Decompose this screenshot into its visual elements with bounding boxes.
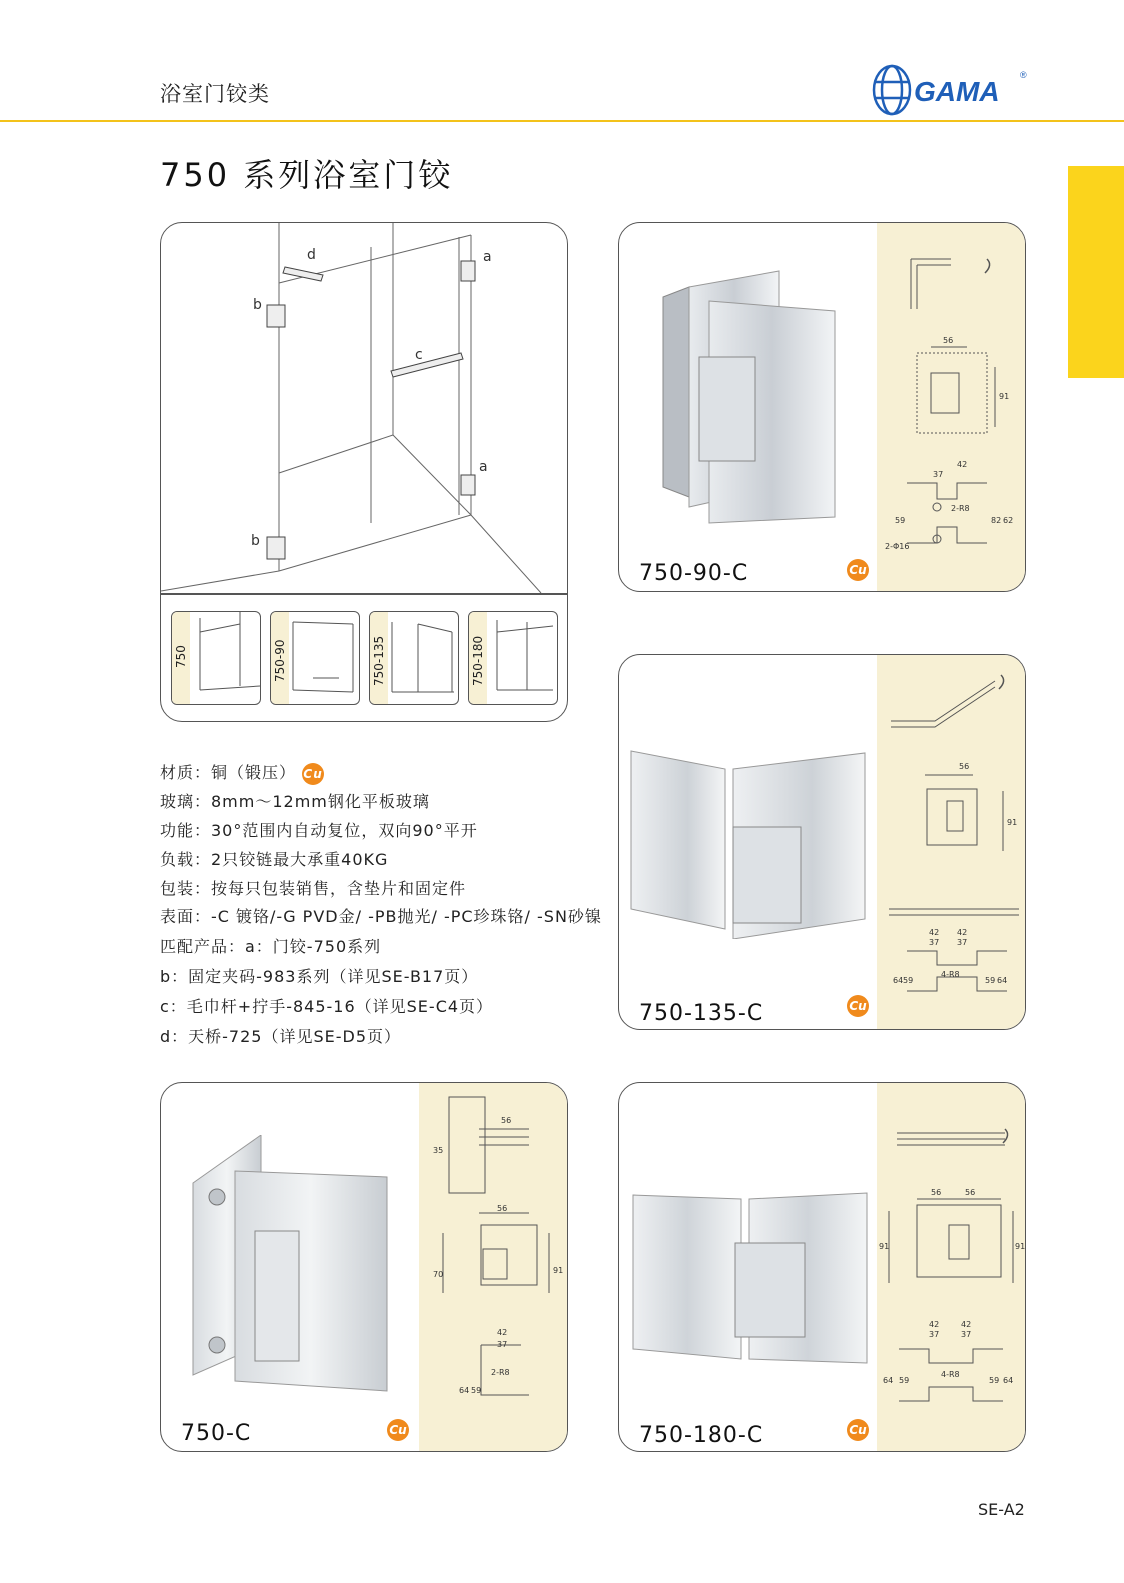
svg-text:64: 64 [997,976,1008,985]
dimension-drawing [877,1083,1025,1451]
technical-drawing-panel [419,1083,567,1451]
svg-text:82: 82 [991,516,1002,525]
svg-text:59: 59 [903,976,914,985]
spec-finish: 表面：-C 镀铬/-G PVD金/ -PB抛光/ -PC珍珠铬/ -SN砂镍 [160,907,602,926]
spec-material: 材质：铜（锻压） Cu [160,760,324,785]
product-card-750-135-c [618,654,1026,1030]
copper-badge: Cu [847,559,869,581]
copper-badge: Cu [387,1419,409,1441]
svg-text:c: c [415,347,423,363]
product-card-750-180-c [618,1082,1026,1452]
model-label: 750-90-C [639,561,749,586]
dimension-drawing [877,223,1025,591]
svg-text:35: 35 [433,1146,444,1155]
product-card-750-90-c [618,222,1026,592]
copper-badge: Cu [847,995,869,1017]
technical-drawing-panel [877,1083,1025,1451]
svg-text:56: 56 [497,1204,508,1213]
svg-text:64: 64 [883,1376,894,1385]
svg-text:59: 59 [471,1386,482,1395]
spec-glass: 玻璃：8mm～12mm钢化平板玻璃 [160,792,430,811]
spec-function: 功能：30°范围内自动复位，双向90°平开 [160,821,478,840]
clamp-b-bottom [267,537,285,559]
spec-packing: 包装：按每只包装销售，含垫片和固定件 [160,879,467,898]
svg-text:91: 91 [879,1242,890,1251]
hinge-a-top [461,261,475,281]
svg-text:59: 59 [985,976,996,985]
svg-text:64: 64 [459,1386,470,1395]
svg-text:42: 42 [957,928,968,937]
svg-text:42: 42 [957,460,968,469]
svg-text:59: 59 [895,516,906,525]
installation-scene-card [160,222,568,722]
hinge-photo-750-90-c [659,267,839,537]
svg-text:37: 37 [961,1330,972,1339]
header-divider [0,120,1124,122]
svg-text:2-R8: 2-R8 [951,504,970,513]
svg-text:a: a [483,249,492,265]
svg-text:37: 37 [929,938,940,947]
spec-match-a: 匹配产品：a：门铰-750系列 [160,937,382,956]
header-bar-d [283,267,323,281]
thumbnail-750-90[interactable]: 750-90 [270,611,360,705]
svg-text:2-Φ16: 2-Φ16 [885,542,910,551]
svg-text:70: 70 [433,1270,444,1279]
svg-text:b: b [251,533,260,549]
svg-text:59: 59 [989,1376,1000,1385]
svg-text:d: d [307,247,316,263]
svg-text:37: 37 [929,1330,940,1339]
svg-text:b: b [253,297,262,313]
spec-match-c: c：毛巾杆+拧手-845-16（详见SE-C4页） [160,997,494,1016]
spec-match-b: b：固定夹码-983系列（详见SE-B17页） [160,967,479,986]
svg-text:42: 42 [961,1320,972,1329]
technical-drawing-panel [877,223,1025,591]
svg-text:91: 91 [553,1266,564,1275]
svg-text:91: 91 [1007,818,1018,827]
spec-load: 负载：2只铰链最大承重40KG [160,850,389,869]
shower-enclosure-drawing [161,223,567,593]
thumbnail-750-180[interactable]: 750-180 [468,611,558,705]
towel-bar-c [391,353,463,377]
svg-text:37: 37 [497,1340,508,1349]
page-number: SE-A2 [978,1500,1025,1519]
svg-text:56: 56 [943,336,954,345]
clamp-b-top [267,305,285,327]
registered-mark: ® [1020,70,1027,80]
model-label: 750-180-C [639,1423,764,1448]
svg-text:37: 37 [933,470,944,479]
copper-badge: Cu [302,763,324,785]
copper-badge: Cu [847,1419,869,1441]
svg-text:56: 56 [501,1116,512,1125]
svg-text:4-R8: 4-R8 [941,1370,960,1379]
svg-text:42: 42 [497,1328,508,1337]
svg-text:42: 42 [929,928,940,937]
dimension-drawing [877,655,1025,1029]
logo-text: GAMA [914,76,1000,107]
hinge-photo-750-c [191,1135,401,1395]
category-title: 浴室门铰类 [160,82,270,106]
dimension-drawing [419,1083,567,1451]
page-title: 750 系列浴室门铰 [160,156,454,194]
model-label: 750-135-C [639,1001,764,1026]
hinge-a-bottom [461,475,475,495]
svg-text:59: 59 [899,1376,910,1385]
svg-text:64: 64 [1003,1376,1014,1385]
thumbnail-750[interactable]: 750 [171,611,261,705]
svg-text:a: a [479,459,488,475]
svg-text:42: 42 [929,1320,940,1329]
hinge-photo-750-180-c [631,1179,871,1379]
product-card-750-c [160,1082,568,1452]
spec-match-d: d：天桥-725（详见SE-D5页） [160,1027,402,1046]
model-label: 750-C [181,1421,252,1446]
svg-text:56: 56 [965,1188,976,1197]
svg-text:91: 91 [999,392,1010,401]
section-tab [1068,166,1124,378]
svg-text:37: 37 [957,938,968,947]
thumbnail-750-135[interactable]: 750-135 [369,611,459,705]
svg-text:56: 56 [959,762,970,771]
gama-logo [870,64,1030,118]
svg-text:64: 64 [893,976,904,985]
svg-text:4-R8: 4-R8 [941,970,960,979]
svg-text:91: 91 [1015,1242,1025,1251]
svg-text:2-R8: 2-R8 [491,1368,510,1377]
svg-text:62: 62 [1003,516,1014,525]
svg-text:56: 56 [931,1188,942,1197]
hinge-photo-750-135-c [629,739,869,939]
technical-drawing-panel [877,655,1025,1029]
